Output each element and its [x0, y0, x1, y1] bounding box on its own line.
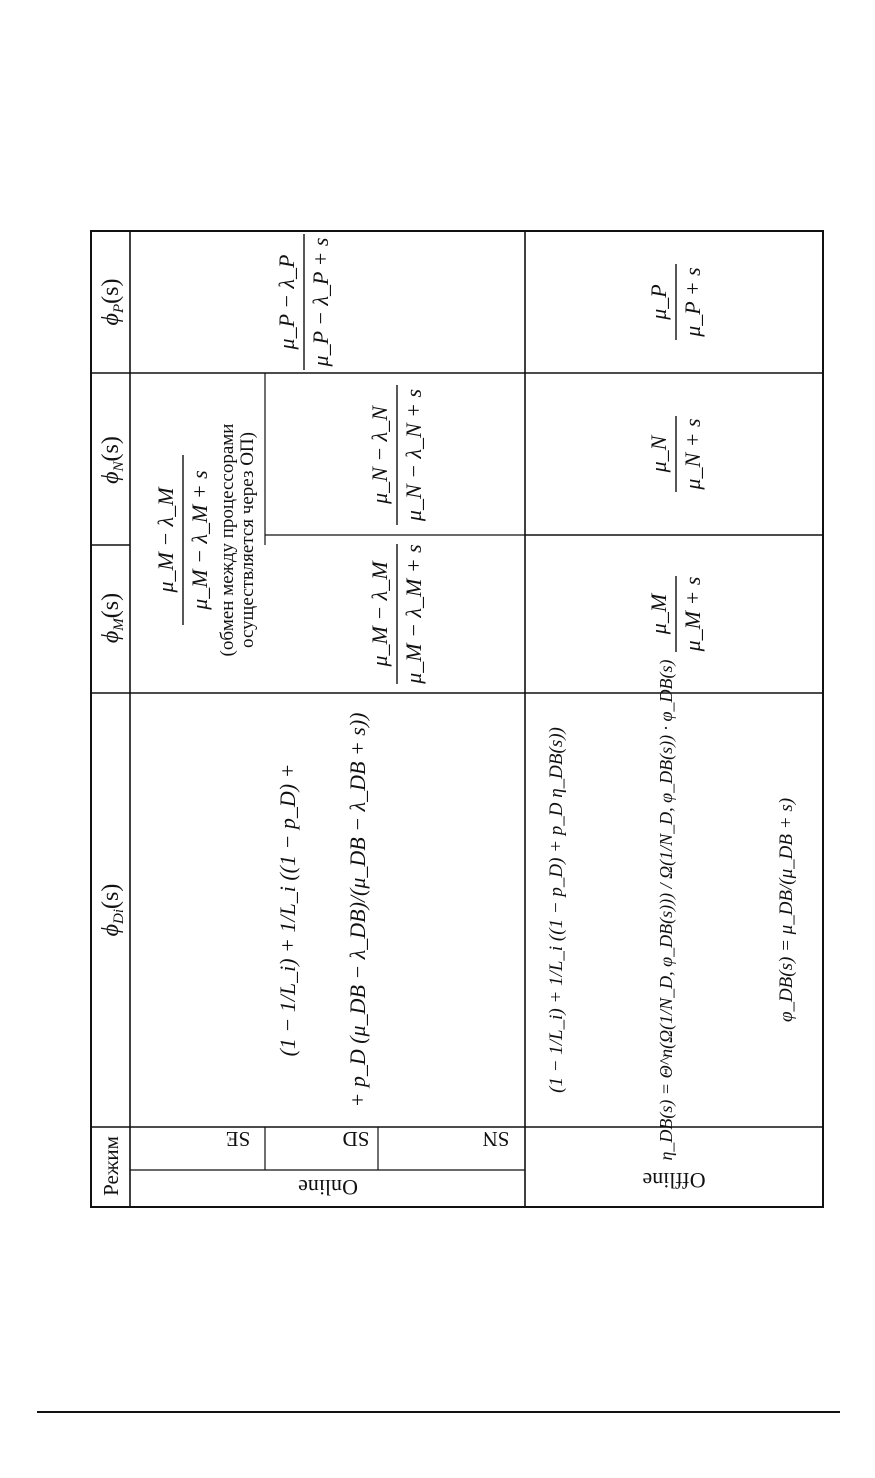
mode-se [226, 1127, 251, 1151]
mode-online [298, 1175, 358, 1200]
header-mode [99, 1136, 123, 1196]
online-di-formula [275, 712, 370, 1107]
svg-text:ϕDi(s) [98, 884, 127, 937]
header-phi-p-arg: (s) [98, 278, 124, 304]
header-phi-di-symbol: ϕ [98, 923, 124, 937]
online-p-formula [274, 234, 333, 370]
offline-n-num: μ_N [646, 435, 671, 473]
online-sd-m-den: μ_M − λ_M + s [401, 544, 426, 684]
mode-sn [483, 1127, 510, 1151]
header-phi-m-sub: M [111, 618, 127, 631]
offline-n-formula [646, 416, 705, 492]
online-se-note1: (обмен между процессорами [217, 423, 238, 657]
mode-offline-label: Offline [642, 1168, 706, 1193]
online-se-den: μ_M − λ_M + s [187, 470, 212, 610]
offline-n-den: μ_N + s [680, 418, 705, 490]
svg-text:ϕM(s) [98, 593, 127, 643]
online-sd-m-formula [367, 544, 426, 685]
mode-se-label: SE [225, 1127, 251, 1151]
online-di-line1: (1 − 1/L_i) + 1/L_i ((1 − p_D) + [275, 763, 300, 1057]
online-sd-n-den: μ_N − λ_N + s [401, 388, 426, 522]
mode-sd-label: SD [342, 1127, 370, 1151]
online-sd-n-num: μ_N − λ_N [367, 406, 392, 504]
header-phi-di-arg: (s) [98, 883, 124, 909]
offline-p-den: μ_P + s [680, 267, 705, 337]
offline-di-line1: (1 − 1/L_i) + 1/L_i ((1 − p_D) + p_D η_DB(s)) [546, 727, 567, 1093]
offline-di-formula [546, 659, 797, 1160]
header-phi-n-sub: N [111, 461, 127, 472]
header-phi-m-arg: (s) [98, 592, 124, 619]
header-phi-di [98, 884, 127, 937]
offline-di-line3: φ_DB(s) = μ_DB/(μ_DB + s) [776, 797, 797, 1023]
offline-di-line2: η_DB(s) = Θ^n(Ω(1/N_D, φ_DB(s))) / Ω(1/N_D, φ_DB(s)) · φ_DB(s) [656, 659, 676, 1161]
header-phi-p-symbol: ϕ [98, 313, 124, 326]
header-phi-n [98, 436, 127, 484]
mode-sd [343, 1127, 370, 1151]
offline-m-num: μ_M [646, 593, 671, 635]
header-phi-di-sub: Di [111, 908, 127, 924]
svg-text:ϕP(s) [98, 279, 127, 326]
online-p-num: μ_P − λ_P [274, 254, 299, 350]
online-sd-n-formula [367, 385, 426, 525]
offline-m-formula [646, 576, 705, 652]
header-phi-m [98, 593, 127, 643]
header-phi-p-sub: P [111, 303, 127, 314]
header-phi-m-symbol: ϕ [98, 630, 124, 644]
svg-text:ϕN(s) [98, 436, 127, 484]
online-sd-m-num: μ_M − λ_M [367, 561, 392, 667]
offline-p-num: μ_P [646, 284, 671, 320]
mode-online-label: Online [298, 1175, 358, 1200]
header-phi-n-arg: (s) [98, 436, 124, 462]
online-se-num: μ_M − λ_M [153, 487, 178, 593]
header-phi-p [98, 279, 127, 326]
header-phi-n-symbol: ϕ [98, 471, 124, 484]
table-grid [91, 231, 823, 1207]
online-p-den: μ_P − λ_P + s [308, 237, 333, 367]
offline-p-formula [646, 264, 705, 340]
mode-sn-label: SN [482, 1127, 510, 1151]
online-se-formula [153, 424, 258, 657]
online-se-note2: осуществляется через ОП) [237, 432, 258, 648]
online-di-line2: + p_D (μ_DB − λ_DB)/(μ_DB − λ_DB + s)) [345, 712, 370, 1108]
header-mode-label: Режим [99, 1136, 123, 1196]
offline-m-den: μ_M + s [680, 576, 705, 652]
mode-offline [642, 1168, 705, 1193]
